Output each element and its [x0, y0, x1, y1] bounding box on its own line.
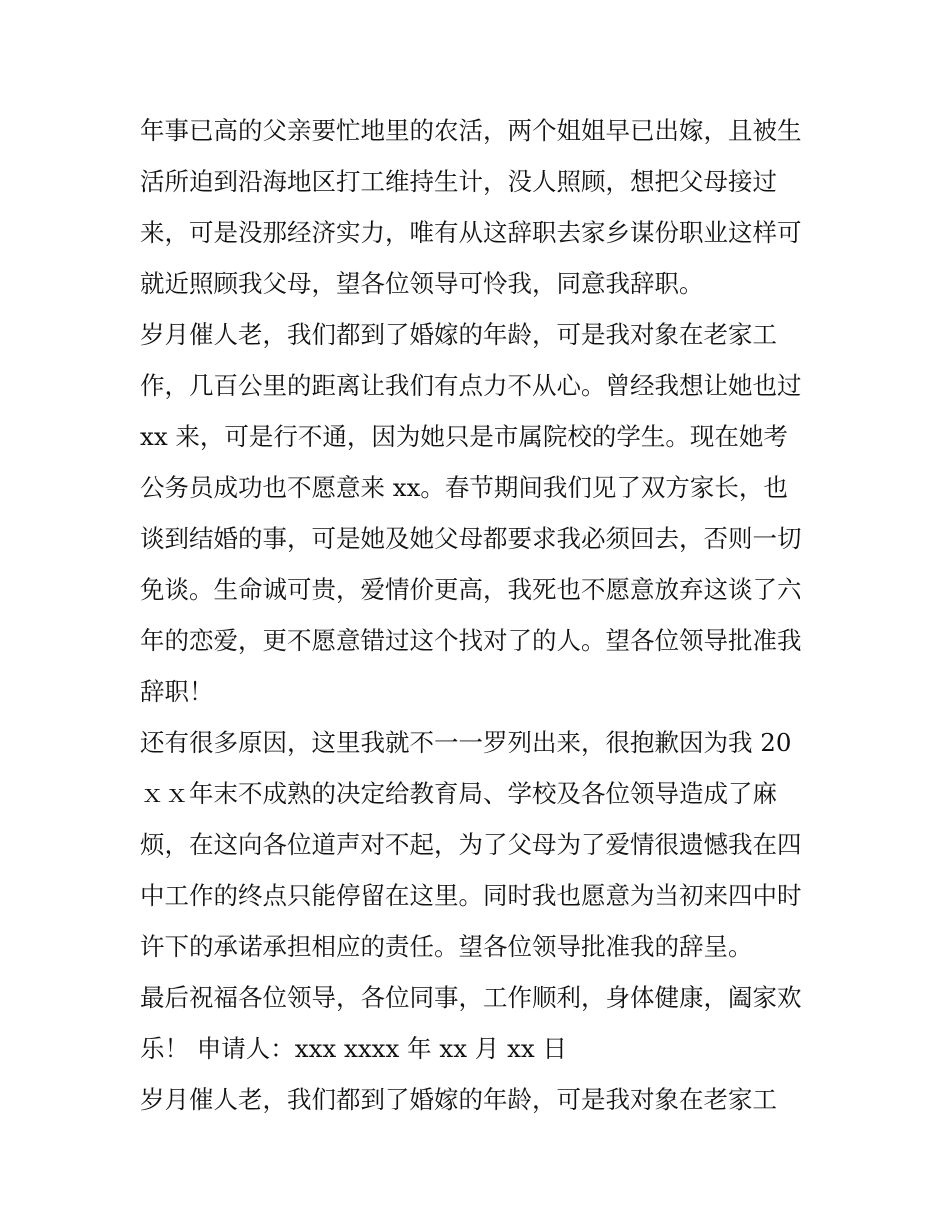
- text-line: 来，可是没那经济实力，唯有从这辞职去家乡谋份职业这样可: [140, 218, 802, 247]
- text-line: 公务员成功也不愿意来 xx。春节期间我们见了双方家长，也: [140, 473, 788, 502]
- text-line: 免谈。生命诚可贵，爱情价更高，我死也不愿意放弃这谈了六: [140, 575, 802, 604]
- document-body: [140, 105, 820, 1125]
- text-line: 岁月催人老，我们都到了婚嫁的年龄，可是我对象在老家工: [140, 320, 777, 349]
- text-line: 乐！ 申请人：xxx xxxx 年 xx 月 xx 日: [140, 1034, 568, 1063]
- text-line: 作，几百公里的距离让我们有点力不从心。曾经我想让她也过: [140, 371, 802, 400]
- text-line: 岁月催人老，我们都到了婚嫁的年龄，可是我对象在老家工: [140, 1085, 777, 1114]
- text-line: 谈到结婚的事，可是她及她父母都要求我必须回去，否则一切: [140, 524, 802, 553]
- text-line: 烦，在这向各位道声对不起，为了父母为了爱情很遗憾我在四: [140, 830, 802, 859]
- text-line: xx 来，可是行不通，因为她只是市属院校的学生。现在她考: [140, 422, 788, 451]
- text-line: 年的恋爱，更不愿意错过这个找对了的人。望各位领导批准我: [140, 626, 802, 655]
- text-line: 中工作的终点只能停留在这里。同时我也愿意为当初来四中时: [140, 881, 802, 910]
- text-line: 活所迫到沿海地区打工维持生计，没人照顾，想把父母接过: [140, 167, 777, 196]
- text-line: 最后祝福各位领导，各位同事，工作顺利，身体健康，阖家欢: [140, 983, 802, 1012]
- text-line: 辞职！: [140, 677, 214, 706]
- text-line: 还有很多原因，这里我就不一一罗列出来，很抱歉因为我 20: [140, 728, 792, 757]
- text-line: 就近照顾我父母，望各位领导可怜我，同意我辞职。: [140, 269, 704, 298]
- text-line: 许下的承诺承担相应的责任。望各位领导批准我的辞呈。: [140, 932, 753, 961]
- text-line: 年事已高的父亲要忙地里的农活，两个姐姐早已出嫁，且被生: [140, 116, 802, 145]
- text-line: ｘｘ年末不成熟的决定给教育局、学校及各位领导造成了麻: [140, 779, 777, 808]
